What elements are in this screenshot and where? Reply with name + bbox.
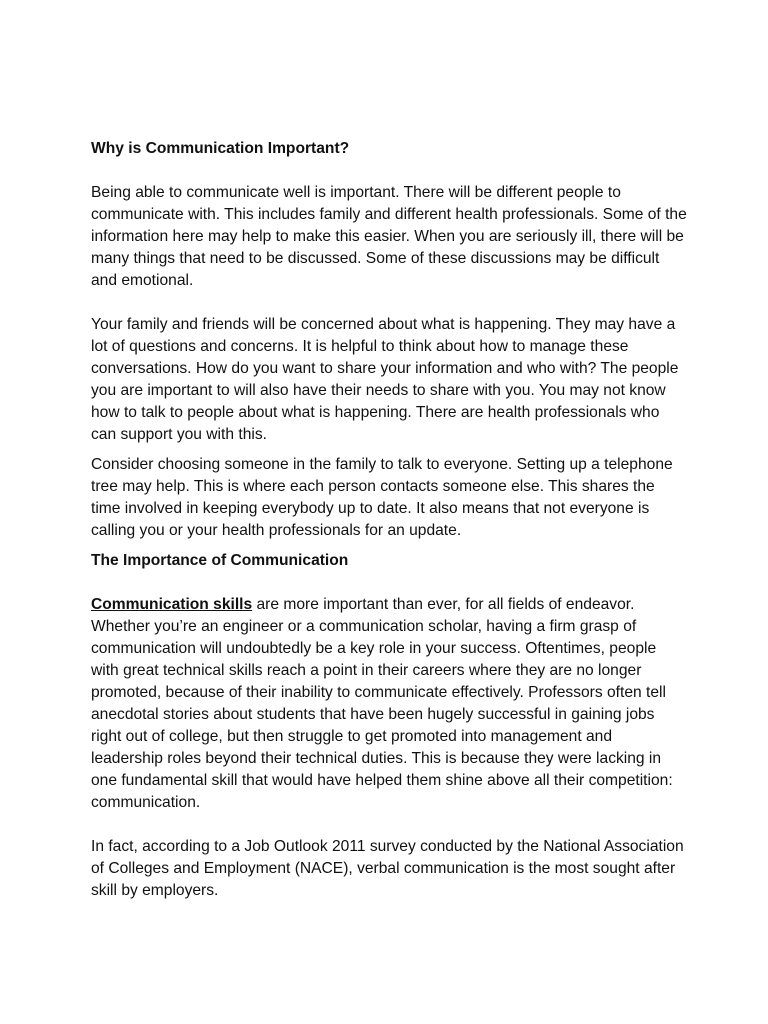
- paragraph-job-outlook: In fact, according to a Job Outlook 2011 survey conducted by the National Association of Colleges and Employment (NACE), verbal communication is the most sought after skill by employers.: [91, 838, 684, 899]
- paragraph-family-friends: Your family and friends will be concerned about what is happening. They may have a lot of questions and concerns. It is helpful to think about how to manage these conversations. How do you want to share your information and who with? The people you are important to will also have their needs to share with you. You may not know how to talk to people about what is happening. There are health professionals who can support you with this.: [91, 316, 679, 443]
- section-heading-why-communication: Why is Communication Important?: [91, 140, 350, 157]
- communication-skills-link[interactable]: Communication skills: [91, 596, 253, 613]
- paragraph-telephone-tree: Consider choosing someone in the family to talk to everyone. Setting up a telephone tree may help. This is where each person contacts someone else. This shares the time involved in keeping everybody up to date. It also means that not everyone is calling you or your health professionals for an update.: [91, 456, 673, 539]
- paragraph-communication-skills: [91, 594, 688, 814]
- paragraph-communicate-well: Being able to communicate well is important. There will be different people to communicate with. This includes family and different health professionals. Some of the information here may help to make this easier. When you are seriously ill, there will be many things that need to be discussed. Some of these discussions may be difficult and emotional.: [91, 184, 687, 289]
- paragraph-communication-skills-text: are more important than ever, for all fields of endeavor. Whether you’re an engineer or a communication scholar, having a firm grasp of communication will undoubtedly be a key role in your success. Oftentimes, people with great technical skills reach a point in their careers where they are no longer promoted, because of their inability to communicate effectively. Professors often tell anecdotal stories about students that have been hugely successful in gaining jobs right out of college, but then struggle to get promoted into management and leadership roles beyond their technical duties. This is because they were lacking in one fundamental skill that would have helped them shine above all their competition: communication.: [91, 596, 673, 811]
- section-heading-importance: The Importance of Communication: [91, 552, 349, 569]
